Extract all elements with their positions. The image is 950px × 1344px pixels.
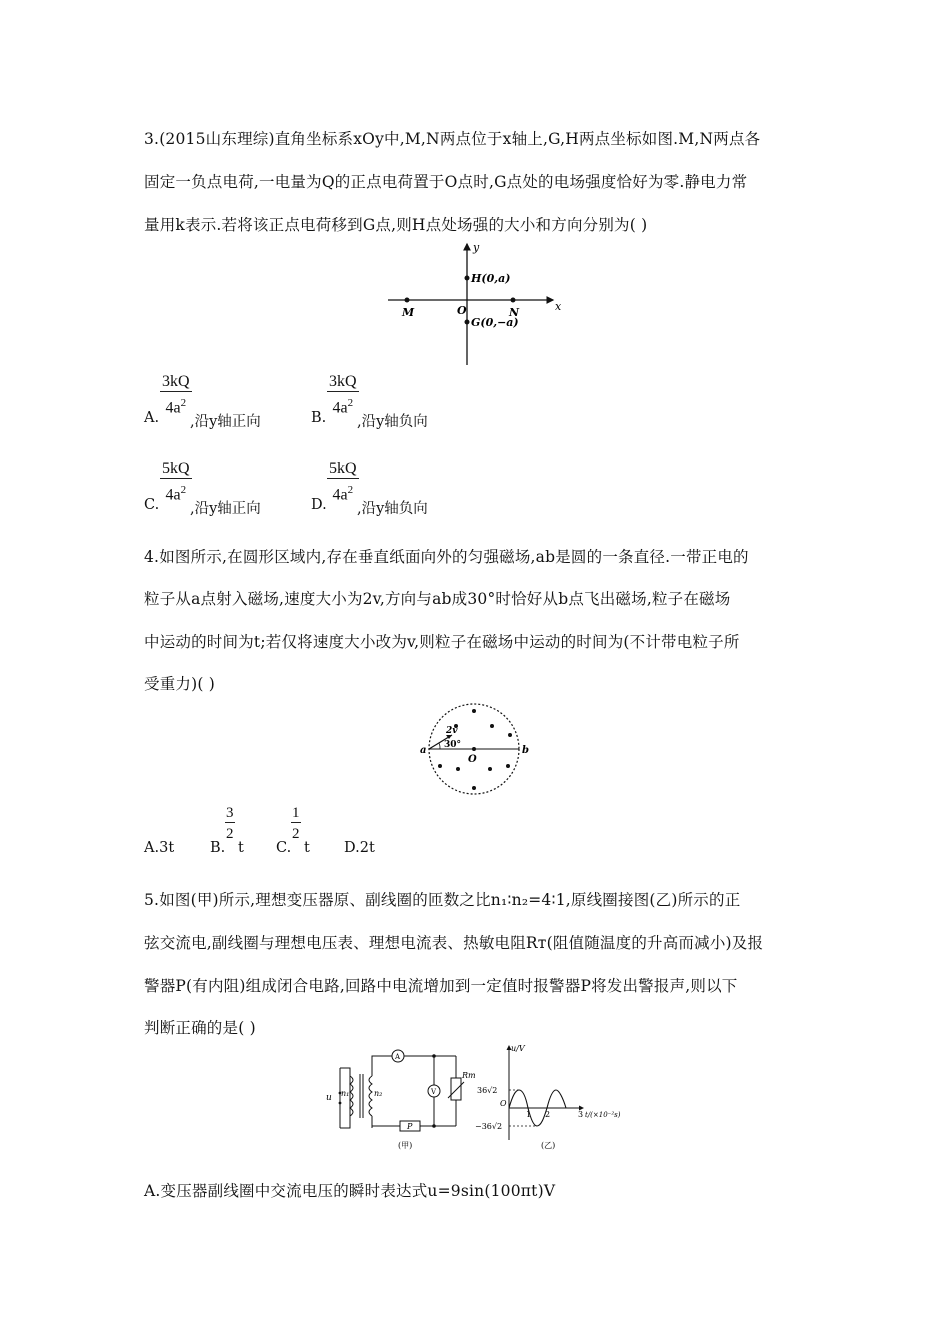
fraction-numerator: 5kQ (329, 460, 357, 477)
q3-option-a-text: ,沿y轴正向 (190, 414, 261, 430)
origin-label: O (500, 1099, 507, 1108)
figure-yi-caption: (乙) (541, 1141, 556, 1150)
q4-option-c-letter: C. (276, 840, 292, 856)
x-label: x (555, 300, 562, 313)
point-h (465, 276, 470, 281)
point-n (511, 298, 516, 303)
fraction-denominator: 4a (332, 399, 348, 417)
q3-line-3: 量用k表示.若将该正点电荷移到G点,则H点处场强的大小和方向分别为( ) (144, 216, 648, 234)
coordinate-figure (385, 240, 575, 372)
angle-label: 30° (444, 740, 462, 750)
q4-option-a: A.3t (144, 840, 175, 856)
q5-line-2: 弦交流电,副线圈与理想电压表、理想电流表、热敏电阻Rт(阻值随温度的升高而减小)及报 (144, 934, 764, 952)
q3-option-b-fraction: $\frac{3kQ}{4a^2}$ (329, 373, 357, 417)
point-g (465, 320, 470, 325)
u-label: u (326, 1093, 332, 1103)
fraction-denominator: 4a (165, 399, 181, 417)
thermistor-symbol (451, 1078, 461, 1100)
transformer-circuit-figure (322, 1048, 476, 1162)
q4-line-2: 粒子从a点射入磁场,速度大小为2v,方向与ab成30°时恰好从b点飞出磁场,粒子在磁场 (144, 590, 731, 608)
tick-2: 2 (545, 1110, 551, 1119)
m-label: M (402, 306, 415, 319)
origin-label: O (457, 304, 467, 317)
q3-option-d-fraction: $\frac{5kQ}{4a^2}$ (329, 460, 357, 504)
q4-option-c-fraction: 1 2 (292, 805, 300, 842)
q4-option-d: D.2t (344, 840, 375, 856)
fraction-denominator: 4a (332, 486, 348, 504)
q5-option-a: A.变压器副线圈中交流电压的瞬时表达式u=9sin(100πt)V (144, 1182, 556, 1200)
fraction-denominator: 4a (165, 486, 181, 504)
p-label: P (407, 1122, 413, 1131)
n-label: N (509, 306, 520, 319)
q4-line-3: 中运动的时间为t;若仅将速度大小改为v,则粒子在磁场中运动的时间为(不计带电粒子所 (144, 633, 740, 651)
rt-label: Rт (462, 1071, 476, 1080)
a-label: a (420, 745, 427, 756)
fraction-numerator: 3kQ (162, 373, 190, 390)
point-m (405, 298, 410, 303)
q4-option-b-fraction: 3 2 (226, 805, 234, 842)
q3-option-c-letter: C. (144, 497, 160, 513)
sine-wave-figure (475, 1040, 635, 1159)
q4-option-c-text: t (304, 840, 310, 856)
q4-line-4: 受重力)( ) (144, 675, 215, 693)
h-label: H(0,a) (471, 272, 511, 285)
voltmeter-label: V (431, 1088, 437, 1096)
q4-option-b-text: t (238, 840, 244, 856)
q3-option-a-fraction: $\frac{3kQ}{4a^2}$ (162, 373, 190, 417)
q3-option-a-letter: A. (144, 410, 160, 426)
u-axis-label: u/V (511, 1044, 525, 1053)
tick-3: 3 (578, 1110, 584, 1119)
fraction-numerator: 3kQ (329, 373, 357, 390)
q3-option-c-text: ,沿y轴正向 (190, 501, 261, 517)
center-o (472, 747, 476, 751)
ammeter-label: A (395, 1053, 401, 1061)
q4-option-b-letter: B. (210, 840, 226, 856)
tick-1: 1 (526, 1110, 532, 1119)
q3-option-c-fraction: $\frac{5kQ}{4a^2}$ (162, 460, 190, 504)
q3-option-d-letter: D. (311, 497, 327, 513)
figure-jia-caption: (甲) (398, 1141, 413, 1150)
q5-line-1: 5.如图(甲)所示,理想变压器原、副线圈的匝数之比n₁∶n₂=4∶1,原线圈接图(乙)所示的正 (144, 891, 741, 909)
speed-label: 2v (446, 726, 458, 736)
fraction-numerator: 5kQ (162, 460, 190, 477)
q4-line-1: 4.如图所示,在圆形区域内,存在垂直纸面向外的匀强磁场,ab是圆的一条直径.一带正电的 (144, 548, 749, 566)
ymin-label: −36√2 (475, 1122, 503, 1131)
ymax-label: 36√2 (477, 1086, 498, 1095)
b-label: b (522, 745, 529, 756)
y-label: y (473, 241, 480, 254)
q3-line-1: 3.(2015山东理综)直角坐标系xOy中,M,N两点位于x轴上,G,H两点坐标如图.M,N两点各 (144, 130, 761, 148)
q5-line-4: 判断正确的是( ) (144, 1019, 256, 1037)
q3-line-2: 固定一负点电荷,一电量为Q的正点电荷置于O点时,G点处的电场强度恰好为零.静电力常 (144, 173, 748, 191)
q3-option-d-text: ,沿y轴负向 (357, 501, 428, 517)
o-label: O (468, 754, 477, 765)
q3-option-b-text: ,沿y轴负向 (357, 414, 428, 430)
n2-label: n₂ (374, 1089, 383, 1098)
g-label: G(0,−a) (471, 316, 519, 329)
q5-line-3: 警器P(有内阻)组成闭合电路,回路中电流增加到一定值时报警器P将发出警报声,则以下 (144, 977, 738, 995)
t-axis-label: t/(×10⁻²s) (585, 1111, 621, 1119)
n1-label: n₁ (341, 1089, 350, 1098)
magnetic-field-figure (418, 702, 538, 806)
q3-option-b-letter: B. (311, 410, 327, 426)
secondary-coil (369, 1076, 372, 1116)
